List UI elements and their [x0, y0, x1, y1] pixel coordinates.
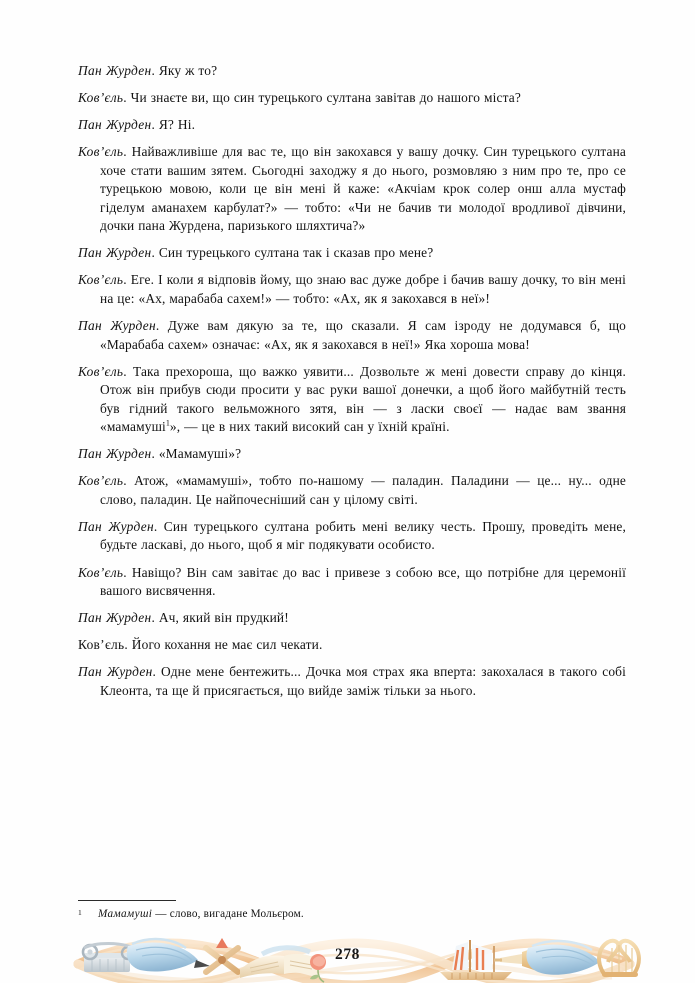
dialogue-line — [78, 472, 626, 509]
speaker-name: Пан Журден — [78, 446, 152, 462]
dialogue-line — [78, 636, 626, 655]
dialogue-text: . Атож, «мамамуші», тобто по-нашому — паладин. Паладини — це... ну... одне слово, паладин. Це найпочесніший сан у цілому світі. — [100, 473, 626, 507]
page-body-text — [78, 62, 626, 709]
footnote-separator-rule — [78, 900, 176, 901]
speaker-name: Пан Журден — [78, 610, 152, 626]
dialogue-text: . Чи знаєте ви, що син турецького султана завітав до нашого міста? — [123, 90, 521, 106]
speaker-name: Пан Журден — [78, 117, 152, 133]
dialogue-line — [78, 609, 626, 628]
footnote-term: Мамамуші — [97, 908, 153, 920]
dialogue-text: . Я? Ні. — [151, 117, 196, 133]
speaker-name: Пан Журден — [78, 518, 154, 534]
dialogue-text: . Син турецького султана робить мені велику честь. Прошу, проведіть мене, будьте ласкаві, до нього, щоб я міг подякувати особисто. — [100, 518, 626, 553]
dialogue-text: . Навіщо? Він сам завітає до вас і привезе з собою все, що потрібне для церемонії вашого висвячення. — [100, 564, 626, 599]
dialogue-text: . «Мамамуші»? — [151, 446, 242, 462]
speaker-name: Ков’єль — [78, 90, 124, 106]
footnote-marker: 1 — [78, 908, 82, 917]
dialogue-line — [78, 143, 626, 236]
dialogue-text: . Така прехороша, що важко уявити... Дозвольте ж мені довести справу до кінця. Отож він прибув сюди просити у вас руки вашої донечки, а щоб його майбутній тесть був гідний такого вельможного зятя, він — з ласки своєї — надає вам звання «мамамуші — [100, 363, 626, 435]
dialogue-text: . Одне мене бентежить... Дочка моя страх яка вперта: закохалася в такого собі Клеонта, та ще й присягається, що вийде заміж тільки за нього. — [100, 664, 626, 698]
dialogue-line — [78, 116, 626, 135]
dialogue-line — [78, 271, 626, 308]
dialogue-line — [78, 62, 626, 81]
speaker-name: Ков’єль — [78, 363, 124, 379]
footnote-definition: — слово, вигадане Мольєром. — [152, 908, 304, 920]
speaker-name: Пан Журден — [78, 664, 153, 680]
speaker-name: Пан Журден — [78, 63, 152, 78]
dialogue-text: . Яку ж то? — [151, 63, 218, 78]
speaker-name: Ков’єль — [78, 564, 124, 580]
footnote-text — [78, 907, 498, 921]
dialogue-line — [78, 363, 626, 437]
dialogue-text: », — це в них такий високий сан у їхній країні. — [169, 419, 450, 435]
dialogue-text: . Син турецького султана так і сказав про мене? — [151, 245, 434, 261]
dialogue-text: . Дуже вам дякую за те, що сказали. Я сам ізроду не додумався б, що «Марабаба сахем» означає: «Ах, як я закохався в неї!» Яка хороша мова! — [100, 318, 626, 352]
speaker-name: Ков’єль — [78, 272, 124, 288]
dialogue-text: . Еге. І коли я відповів йому, що знаю вас дуже добре і бачив вашу дочку, то він мені на це: «Ах, марабаба сахем!» — тобто: «Ах, як я закохався в неї»! — [100, 272, 626, 306]
dialogue-line — [78, 89, 626, 108]
dialogue-line — [78, 317, 626, 354]
dialogue-line — [78, 663, 626, 700]
dialogue-line — [78, 244, 626, 263]
dialogue-text: . Його кохання не має сил чекати. — [124, 637, 323, 653]
page-number: 278 — [334, 946, 361, 963]
footnote-block — [78, 900, 498, 921]
speaker-name: Пан Журден — [78, 245, 152, 261]
speaker-name: Пан Журден — [78, 318, 156, 334]
dialogue-text: . Найважливіше для вас те, що він закохався у вашу дочку. Син турецького султана хоче стати вашим зятем. Сьогодні заходжу я до нього, розмовляю з ним про те, про се турецькою мовою, коли це він мені й каже: «Акчіам крок солер онш алла мустаф гіделум аманахем карбулат?» — тобто: «Чи не бачив ти молодої вродливої дівчини, дочки пана Журдена, паризького шляхтича?» — [100, 144, 626, 234]
dialogue-text: . Ач, який він прудкий! — [151, 610, 289, 626]
footnote-reference[interactable]: 1 — [165, 418, 170, 428]
speaker-name: Ков’єль — [78, 637, 125, 653]
speaker-name: Ков’єль — [78, 144, 124, 160]
dialogue-line — [78, 518, 626, 555]
footnote-body — [98, 907, 304, 921]
dialogue-line — [78, 445, 626, 464]
dialogue-line — [78, 564, 626, 601]
speaker-name: Ков’єль — [78, 473, 124, 489]
